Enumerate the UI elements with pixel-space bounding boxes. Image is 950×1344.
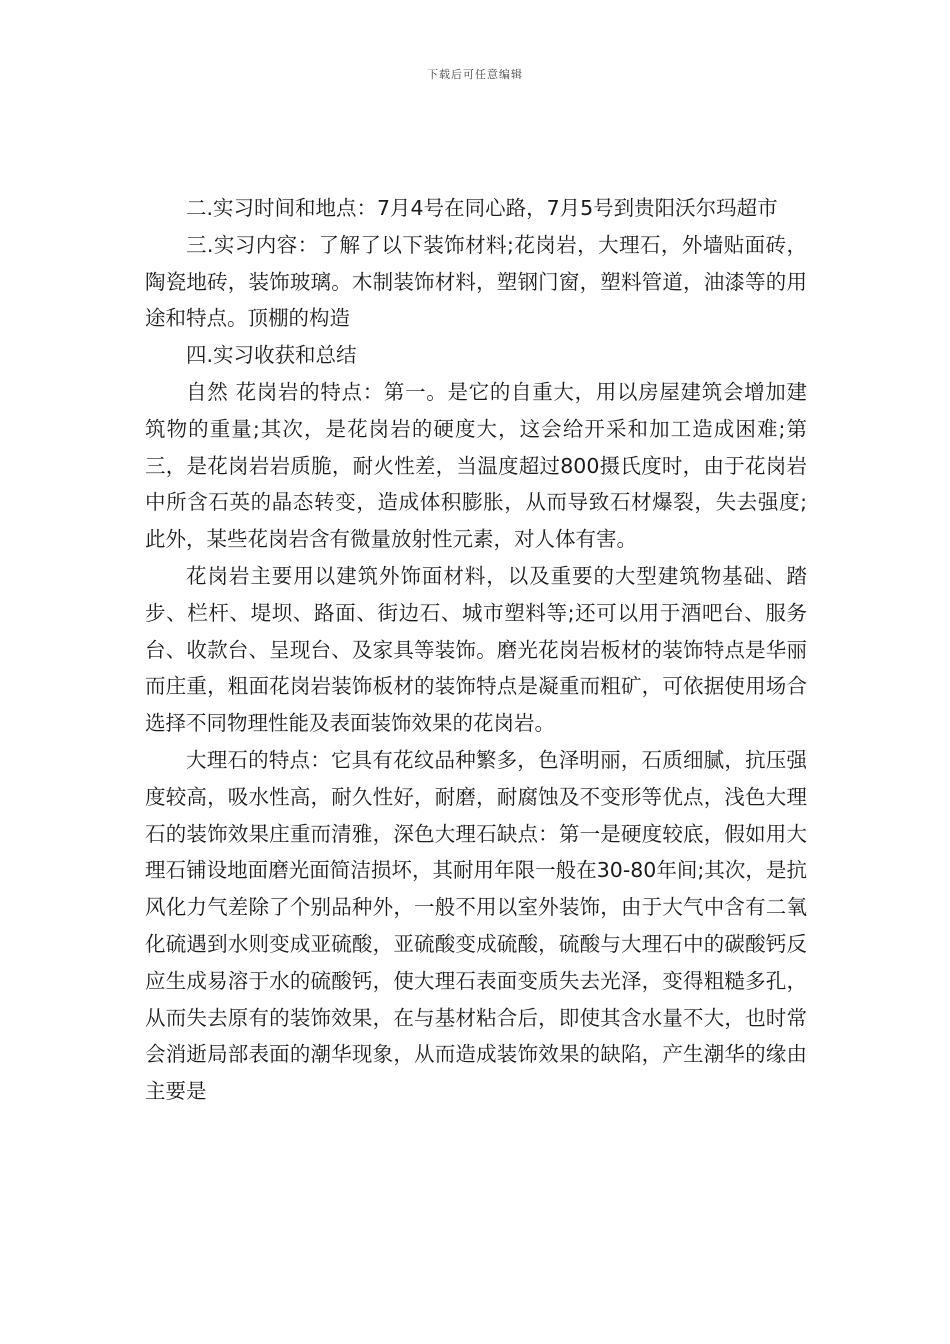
document-body <box>145 190 807 1110</box>
section-heading-summary: 四.实习收获和总结 <box>186 343 357 368</box>
paragraph-internship-content: 三.实习内容：了解了以下装饰材料;花岗岩，大理石，外墙贴面砖，陶瓷地砖，装饰玻璃。木制装饰材料，塑钢门窗，塑料管道，油漆等的用途和特点。顶棚的构造 <box>145 232 807 331</box>
paragraph-internship-time-place: 二.实习时间和地点：7月4号在同心路，7月5号到贵阳沃尔玛超市 <box>186 196 778 220</box>
paragraph-marble-characteristics: 大理石的特点：它具有花纹品种繁多，色泽明丽，石质细腻，抗压强度较高，吸水性高，耐久性好，耐磨，耐腐蚀及不变形等优点，浅色大理石的装饰效果庄重而清雅，深色大理石缺点：第一是硬度较底，假如用大理石铺设地面磨光面简洁损坏，其耐用年限一般在30-80年间;其次，是抗风化力气差除了个别品种外，一般不用以室外装饰，由于大气中含有二氧化硫遇到水则变成亚硫酸，亚硫酸变成硫酸，硫酸与大理石中的碳酸钙反应生成易溶于水的硫酸钙，使大理石表面变质失去光泽，变得粗糙多孔，从而失去原有的装饰效果，在与基材粘合后，即使其含水量不大，也时常会消逝局部表面的潮华现象，从而造成装饰效果的缺陷，产生潮华的缘由主要是 <box>145 747 807 1104</box>
header-note: 下载后可任意编辑 <box>427 68 523 81</box>
paragraph-granite-uses: 花岗岩主要用以建筑外饰面材料，以及重要的大型建筑物基础、踏步、栏杆、堤坝、路面、街边石、城市塑料等;还可以用于酒吧台、服务台、收款台、呈现台、及家具等装饰。磨光花岗岩板材的装饰特点是华丽而庄重，粗面花岗岩装饰板材的装饰特点是凝重而粗矿，可依据使用场合选择不同物理性能及表面装饰效果的花岗岩。 <box>145 563 807 736</box>
paragraph-granite-characteristics: 自然 花岗岩的特点：第一。是它的自重大，用以房屋建筑会增加建筑物的重量;其次，是花岗岩的硬度大，这会给开采和加工造成困难;第三，是花岗岩岩质脆，耐火性差，当温度超过800摄氏度时，由于花岗岩中所含石英的晶态转变，造成体积膨胀，从而导致石材爆裂，失去强度;此外，某些花岗岩含有微量放射性元素，对人体有害。 <box>145 379 807 552</box>
